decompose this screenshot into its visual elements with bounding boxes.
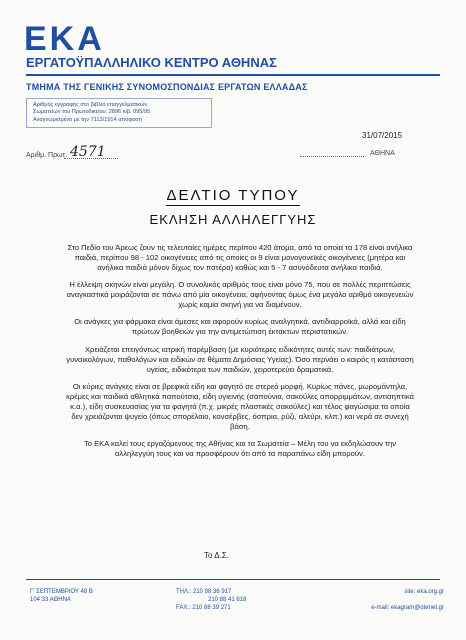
site-link[interactable]: site: eka.org.gr (404, 589, 444, 595)
footer-divider (26, 579, 440, 580)
footer-phones (176, 588, 246, 612)
footer-address (30, 588, 93, 604)
signoff: Το Δ.Σ. (204, 551, 229, 560)
footer-web (334, 588, 444, 612)
header-divider (26, 74, 440, 76)
registration-box (26, 98, 212, 128)
registration-line: Αναγνωρισμένο με την 7113/1914 απόφαση (33, 116, 142, 123)
protocol-label: Αριθμ. Πρωτ. (26, 152, 68, 159)
eka-logo: ΕΚΑ (24, 20, 105, 58)
body-paragraph: Το ΕΚΑ καλεί τους εργαζόμενους της Αθήνας και τα Σωματεία – Μέλη του να εκδηλώσουν την αλληλεγγύη τους και να προσφέρουν ότι από τα παραπάνω είδη μπορούν. (83, 438, 397, 458)
document-title (0, 187, 466, 204)
address-line: Γ' ΣΕΠΤΕΜΒΡΙΟΥ 48 Β (30, 589, 93, 595)
registration-line: Αριθμός εγγραφής στο βιβλίο επαγγελματικών (33, 102, 148, 108)
document-body (64, 243, 416, 466)
phone-line: 210 88 41 818 (208, 597, 247, 603)
fax-line: FAX.: 210 88 39 271 (176, 605, 231, 611)
phone-line: ΤΗΛ.: 210 88 36 917 (176, 589, 232, 595)
document-title-text: ΔΕΛΤΙΟ ΤΥΠΟΥ (166, 187, 300, 204)
body-paragraph: Στο Πεδίο του Άρεως ζουν τις τελευταίες ημέρες περίπου 420 άτομα, από τα οποία τα 178 είναι ανήλικα παιδιά, περίπου 98 - 102 οικογένειες από τις οποίες οι 9 είναι μονογονεϊκές οικογένειες (μητέρα και ανήλικα παιδιά μόνον δίχως τον πατέρα) καθώς και 5 - 7 ασυνόδευτα ανήλικα παιδιά. (67, 243, 413, 272)
city-dotted-line (300, 156, 364, 157)
body-paragraph: Οι ανάγκες για φάρμακα είναι άμεσες και αφορούν κυρίως αναλγητικά, αντιδιαρροϊκά, αλλά και είδη πρώτων βοηθειών για την αντιμετώπιση έκτακτων περιστατικών. (74, 317, 406, 337)
body-paragraph: Η έλλειψη σκηνών είναι μεγάλη. Ο συνολικός αριθμός τους είναι μόνο 75, που σε πολλές περιπτώσεις αναγκαστικά μοιράζονται σε πάνω από μία οικογένεια, αφήνοντας όμως ένα μεγάλο αριθμό οικογενειών χωρίς καμία σκηνή για να διαμένουν. (66, 280, 414, 310)
registration-line: Σωματείων του Πρωτοδικείου: 2896 κιβ. 095/95 (33, 109, 151, 116)
document-subtitle: ΕΚΛΗΣΗ ΑΛΛΗΛΕΓΓΥΗΣ (149, 212, 317, 227)
document-date: 31/07/2015 (362, 131, 403, 140)
email-link[interactable]: e-mail: ekagram@otenet.gr (371, 605, 444, 611)
address-line: 104 33 ΑΘΗΝΑ (30, 597, 71, 603)
city: ΑΘΗΝΑ (370, 150, 395, 157)
body-paragraph: Χρειάζεται επειγόντως ιατρική παρέμβαση (με κυριότερες ειδικότητες αυτές των: παιδιάτρων, γυναικολόγων, παθολόγων και ειδικών σε θέματα Δημόσιας Υγείας). Όσο περνάει ο καιρός η κατάσταση υγείας, ειδικότερα των παιδιών, χειροτερεύει δραματικά. (66, 344, 414, 374)
protocol-number: 4571 (70, 144, 106, 160)
organization-name: ΕΡΓΑΤΟΫΠΑΛΛΗΛΙΚΟ ΚΕΝΤΡΟ ΑΘΗΝΑΣ (26, 55, 277, 70)
body-paragraph: Οι κύριες ανάγκες είναι σε βρεφικά είδη και φαγητό σε στερεό μορφή. Κυρίως πάνες, μωρομάντηλα, κρέμες και παιδικά αθλητικά παπούτσια, είδη υγιεινής (σαπούνια, σακούλες απορριμμάτων, αντισηπτικά κ.α.), είδη συσκευασίας για τα φαγητά (π.χ. μικρές πλαστικές σακούλες) και τέλος φαγώσιμα τα οποία δεν χρειάζονται ψυγείο (όπως σπορέλαιο, κονσέρβες, όσπρια, ρύζι, αλεύρι, κλπ.) και νερά σε συνεχή βάση. (66, 381, 414, 431)
organization-subtitle: ΤΜΗΜΑ ΤΗΣ ΓΕΝΙΚΗΣ ΣΥΝΟΜΟΣΠΟΝΔΙΑΣ ΕΡΓΑΤΩΝ ΕΛΛΑΔΑΣ (26, 82, 308, 92)
